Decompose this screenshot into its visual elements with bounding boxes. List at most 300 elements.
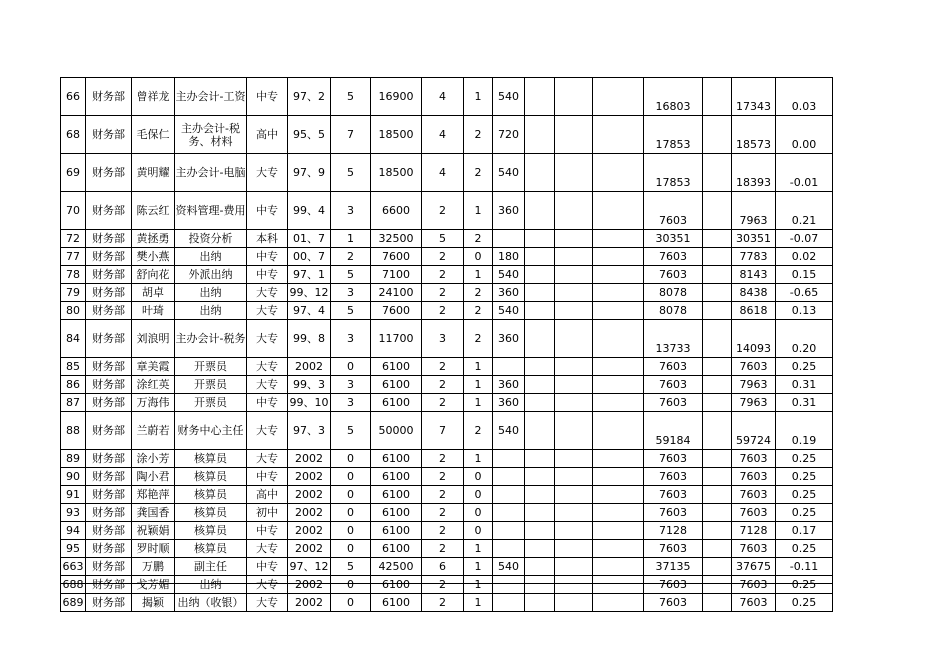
cell-level: 2: [464, 320, 493, 358]
cell-department: 财务部: [86, 230, 132, 248]
cell-blank-2: [555, 394, 593, 412]
cell-department: 财务部: [86, 302, 132, 320]
cell-total-value: 7963: [732, 376, 776, 394]
cell-salary: 7100: [371, 266, 422, 284]
cell-blank-2: [555, 412, 593, 450]
table-row: [61, 376, 833, 394]
table-row: [61, 540, 833, 558]
cell-employee-id: 69: [61, 154, 86, 192]
cell-employee-name: 揭颖: [132, 594, 175, 612]
cell-salary: 24100: [371, 284, 422, 302]
cell-ratio: 0.25: [776, 486, 833, 504]
cell-blank-3: [593, 284, 644, 302]
cell-level: 1: [464, 594, 493, 612]
table-row: [61, 116, 833, 154]
cell-blank-3: [593, 540, 644, 558]
cell-position: 核算员: [175, 504, 247, 522]
cell-blank-1: [525, 394, 555, 412]
cell-blank-3: [593, 394, 644, 412]
cell-grade: 2: [422, 522, 464, 540]
cell-computed-value: 8078: [644, 284, 703, 302]
cell-total-value: 7603: [732, 358, 776, 376]
table-row: [61, 192, 833, 230]
cell-computed-value: 7603: [644, 376, 703, 394]
cell-blank-1: [525, 468, 555, 486]
cell-grade: 2: [422, 358, 464, 376]
cell-position: 出纳: [175, 302, 247, 320]
cell-allowance: 540: [493, 558, 525, 576]
cell-blank-4: [703, 78, 732, 116]
cell-blank-1: [525, 594, 555, 612]
cell-ratio: 0.13: [776, 302, 833, 320]
cell-blank-1: [525, 192, 555, 230]
cell-employee-id: 689: [61, 594, 86, 612]
cell-years: 3: [331, 376, 371, 394]
cell-blank-3: [593, 486, 644, 504]
cell-employee-name: 郑艳萍: [132, 486, 175, 504]
cell-blank-2: [555, 486, 593, 504]
cell-blank-1: [525, 78, 555, 116]
cell-grade: 2: [422, 394, 464, 412]
cell-computed-value: 7603: [644, 450, 703, 468]
cell-allowance: 540: [493, 302, 525, 320]
cell-total-value: 7783: [732, 248, 776, 266]
cell-ratio: 0.25: [776, 576, 833, 594]
cell-salary: 6100: [371, 594, 422, 612]
cell-start-date: 97、4: [288, 302, 331, 320]
cell-blank-3: [593, 376, 644, 394]
cell-computed-value: 7603: [644, 248, 703, 266]
cell-ratio: -0.01: [776, 154, 833, 192]
cell-ratio: -0.65: [776, 284, 833, 302]
cell-blank-2: [555, 230, 593, 248]
cell-computed-value: 7603: [644, 576, 703, 594]
cell-salary: 6600: [371, 192, 422, 230]
cell-salary: 7600: [371, 302, 422, 320]
cell-allowance: 540: [493, 412, 525, 450]
cell-department: 财务部: [86, 358, 132, 376]
cell-blank-3: [593, 522, 644, 540]
table-row: [61, 266, 833, 284]
cell-education: 大专: [247, 302, 288, 320]
cell-position: 主办会计-电脑: [175, 154, 247, 192]
cell-allowance: 360: [493, 394, 525, 412]
cell-employee-name: 曾祥龙: [132, 78, 175, 116]
cell-total-value: 7128: [732, 522, 776, 540]
table-bottom-border: [60, 583, 833, 584]
cell-education: 中专: [247, 248, 288, 266]
cell-employee-id: 663: [61, 558, 86, 576]
cell-level: 0: [464, 504, 493, 522]
cell-department: 财务部: [86, 78, 132, 116]
cell-department: 财务部: [86, 412, 132, 450]
cell-employee-name: 樊小燕: [132, 248, 175, 266]
cell-start-date: 2002: [288, 522, 331, 540]
cell-blank-3: [593, 358, 644, 376]
cell-blank-4: [703, 540, 732, 558]
cell-position: 核算员: [175, 540, 247, 558]
cell-ratio: 0.19: [776, 412, 833, 450]
cell-years: 0: [331, 486, 371, 504]
table-row: [61, 486, 833, 504]
cell-employee-id: 84: [61, 320, 86, 358]
cell-position: 出纳: [175, 576, 247, 594]
cell-total-value: 8143: [732, 266, 776, 284]
cell-employee-name: 黄拯勇: [132, 230, 175, 248]
cell-education: 中专: [247, 266, 288, 284]
cell-salary: 6100: [371, 522, 422, 540]
cell-years: 5: [331, 412, 371, 450]
cell-level: 1: [464, 266, 493, 284]
cell-blank-1: [525, 486, 555, 504]
cell-blank-3: [593, 78, 644, 116]
cell-years: 0: [331, 594, 371, 612]
cell-blank-2: [555, 450, 593, 468]
cell-salary: 6100: [371, 468, 422, 486]
cell-years: 0: [331, 468, 371, 486]
cell-education: 大专: [247, 594, 288, 612]
cell-employee-id: 95: [61, 540, 86, 558]
cell-employee-id: 78: [61, 266, 86, 284]
cell-years: 5: [331, 266, 371, 284]
cell-computed-value: 7603: [644, 540, 703, 558]
cell-total-value: 7603: [732, 486, 776, 504]
cell-total-value: 8438: [732, 284, 776, 302]
table-row: [61, 594, 833, 612]
cell-level: 2: [464, 302, 493, 320]
cell-ratio: 0.25: [776, 504, 833, 522]
cell-department: 财务部: [86, 376, 132, 394]
cell-computed-value: 7603: [644, 358, 703, 376]
cell-total-value: 7603: [732, 576, 776, 594]
cell-education: 大专: [247, 154, 288, 192]
cell-grade: 2: [422, 594, 464, 612]
cell-blank-4: [703, 504, 732, 522]
cell-department: 财务部: [86, 266, 132, 284]
cell-blank-2: [555, 376, 593, 394]
cell-allowance: 540: [493, 154, 525, 192]
cell-grade: 4: [422, 116, 464, 154]
cell-position: 副主任: [175, 558, 247, 576]
cell-blank-4: [703, 154, 732, 192]
table-row: [61, 230, 833, 248]
cell-level: 1: [464, 394, 493, 412]
cell-computed-value: 30351: [644, 230, 703, 248]
cell-position: 主办会计-工资: [175, 78, 247, 116]
cell-employee-id: 72: [61, 230, 86, 248]
cell-position: 出纳: [175, 248, 247, 266]
table-row: [61, 468, 833, 486]
cell-position: 出纳（收银）: [175, 594, 247, 612]
cell-employee-name: 胡卓: [132, 284, 175, 302]
cell-years: 0: [331, 522, 371, 540]
cell-education: 大专: [247, 284, 288, 302]
cell-position: 开票员: [175, 376, 247, 394]
cell-blank-2: [555, 116, 593, 154]
cell-years: 3: [331, 192, 371, 230]
cell-employee-id: 85: [61, 358, 86, 376]
cell-salary: 7600: [371, 248, 422, 266]
cell-employee-name: 毛保仁: [132, 116, 175, 154]
cell-salary: 11700: [371, 320, 422, 358]
cell-blank-1: [525, 154, 555, 192]
table-body: [61, 78, 833, 612]
cell-blank-3: [593, 154, 644, 192]
cell-salary: 6100: [371, 540, 422, 558]
cell-education: 中专: [247, 78, 288, 116]
cell-education: 大专: [247, 376, 288, 394]
cell-employee-name: 罗时顺: [132, 540, 175, 558]
cell-ratio: -0.11: [776, 558, 833, 576]
cell-start-date: 2002: [288, 486, 331, 504]
table-row: [61, 504, 833, 522]
table-row: [61, 558, 833, 576]
cell-blank-4: [703, 594, 732, 612]
cell-start-date: 97、1: [288, 266, 331, 284]
cell-blank-4: [703, 522, 732, 540]
cell-blank-1: [525, 284, 555, 302]
cell-blank-1: [525, 116, 555, 154]
cell-employee-id: 80: [61, 302, 86, 320]
cell-start-date: 2002: [288, 468, 331, 486]
cell-computed-value: 7603: [644, 394, 703, 412]
cell-years: 3: [331, 394, 371, 412]
cell-salary: 6100: [371, 394, 422, 412]
cell-allowance: 180: [493, 248, 525, 266]
cell-start-date: 97、9: [288, 154, 331, 192]
cell-grade: 2: [422, 284, 464, 302]
cell-allowance: [493, 358, 525, 376]
cell-start-date: 99、10: [288, 394, 331, 412]
cell-blank-1: [525, 576, 555, 594]
salary-table-container: [60, 77, 833, 612]
cell-employee-name: 陈云红: [132, 192, 175, 230]
cell-start-date: 2002: [288, 504, 331, 522]
cell-position: 核算员: [175, 450, 247, 468]
table-row: [61, 522, 833, 540]
cell-grade: 2: [422, 192, 464, 230]
cell-salary: 6100: [371, 450, 422, 468]
cell-total-value: 7603: [732, 450, 776, 468]
cell-employee-id: 91: [61, 486, 86, 504]
cell-level: 2: [464, 154, 493, 192]
cell-salary: 6100: [371, 576, 422, 594]
cell-start-date: 99、4: [288, 192, 331, 230]
cell-allowance: [493, 576, 525, 594]
cell-blank-4: [703, 192, 732, 230]
cell-education: 中专: [247, 558, 288, 576]
cell-education: 大专: [247, 540, 288, 558]
cell-blank-1: [525, 450, 555, 468]
cell-total-value: 18573: [732, 116, 776, 154]
cell-grade: 2: [422, 540, 464, 558]
cell-grade: 5: [422, 230, 464, 248]
cell-position: 财务中心主任: [175, 412, 247, 450]
table-row: [61, 154, 833, 192]
cell-position: 出纳: [175, 284, 247, 302]
cell-start-date: 97、12: [288, 558, 331, 576]
cell-blank-2: [555, 468, 593, 486]
cell-employee-name: 陶小君: [132, 468, 175, 486]
cell-employee-id: 66: [61, 78, 86, 116]
cell-allowance: [493, 450, 525, 468]
cell-department: 财务部: [86, 486, 132, 504]
cell-level: 2: [464, 284, 493, 302]
cell-education: 初中: [247, 504, 288, 522]
salary-table: [60, 77, 833, 612]
cell-department: 财务部: [86, 504, 132, 522]
cell-blank-2: [555, 594, 593, 612]
cell-education: 大专: [247, 576, 288, 594]
cell-grade: 2: [422, 302, 464, 320]
cell-blank-1: [525, 358, 555, 376]
cell-total-value: 37675: [732, 558, 776, 576]
cell-position: 主办会计-税务、材料: [175, 116, 247, 154]
cell-blank-4: [703, 412, 732, 450]
cell-computed-value: 37135: [644, 558, 703, 576]
cell-ratio: 0.31: [776, 394, 833, 412]
cell-level: 2: [464, 116, 493, 154]
cell-education: 大专: [247, 412, 288, 450]
cell-total-value: 7603: [732, 468, 776, 486]
cell-blank-4: [703, 230, 732, 248]
cell-start-date: 2002: [288, 450, 331, 468]
cell-salary: 42500: [371, 558, 422, 576]
cell-allowance: [493, 504, 525, 522]
cell-employee-id: 90: [61, 468, 86, 486]
cell-salary: 6100: [371, 358, 422, 376]
cell-blank-4: [703, 450, 732, 468]
cell-grade: 3: [422, 320, 464, 358]
cell-ratio: 0.17: [776, 522, 833, 540]
cell-blank-3: [593, 302, 644, 320]
cell-level: 0: [464, 248, 493, 266]
cell-employee-name: 祝颖娟: [132, 522, 175, 540]
cell-department: 财务部: [86, 468, 132, 486]
cell-allowance: [493, 594, 525, 612]
cell-position: 开票员: [175, 358, 247, 376]
cell-start-date: 99、12: [288, 284, 331, 302]
cell-employee-id: 87: [61, 394, 86, 412]
cell-ratio: 0.21: [776, 192, 833, 230]
cell-blank-4: [703, 248, 732, 266]
cell-grade: 2: [422, 376, 464, 394]
cell-blank-2: [555, 522, 593, 540]
cell-ratio: 0.25: [776, 594, 833, 612]
cell-blank-4: [703, 558, 732, 576]
cell-employee-name: 龚国香: [132, 504, 175, 522]
cell-start-date: 01、7: [288, 230, 331, 248]
cell-blank-3: [593, 192, 644, 230]
cell-start-date: 97、3: [288, 412, 331, 450]
cell-salary: 18500: [371, 116, 422, 154]
cell-department: 财务部: [86, 450, 132, 468]
cell-total-value: 7603: [732, 504, 776, 522]
cell-blank-2: [555, 78, 593, 116]
cell-total-value: 7963: [732, 192, 776, 230]
cell-salary: 50000: [371, 412, 422, 450]
cell-education: 大专: [247, 358, 288, 376]
cell-blank-1: [525, 504, 555, 522]
cell-department: 财务部: [86, 594, 132, 612]
cell-total-value: 18393: [732, 154, 776, 192]
cell-blank-2: [555, 558, 593, 576]
cell-ratio: 0.25: [776, 468, 833, 486]
cell-education: 大专: [247, 450, 288, 468]
cell-years: 5: [331, 78, 371, 116]
cell-education: 高中: [247, 116, 288, 154]
cell-blank-1: [525, 558, 555, 576]
cell-level: 1: [464, 540, 493, 558]
cell-start-date: 2002: [288, 594, 331, 612]
cell-blank-3: [593, 450, 644, 468]
cell-ratio: 0.25: [776, 540, 833, 558]
cell-blank-4: [703, 486, 732, 504]
cell-department: 财务部: [86, 576, 132, 594]
cell-blank-2: [555, 248, 593, 266]
cell-ratio: 0.25: [776, 358, 833, 376]
cell-blank-4: [703, 468, 732, 486]
cell-years: 0: [331, 450, 371, 468]
cell-blank-2: [555, 320, 593, 358]
cell-grade: 2: [422, 576, 464, 594]
cell-start-date: 2002: [288, 576, 331, 594]
cell-department: 财务部: [86, 284, 132, 302]
cell-ratio: 0.25: [776, 450, 833, 468]
cell-employee-name: 舒向花: [132, 266, 175, 284]
cell-blank-3: [593, 558, 644, 576]
cell-computed-value: 7603: [644, 594, 703, 612]
cell-blank-4: [703, 376, 732, 394]
cell-employee-id: 88: [61, 412, 86, 450]
cell-grade: 2: [422, 486, 464, 504]
cell-blank-2: [555, 266, 593, 284]
cell-salary: 6100: [371, 376, 422, 394]
cell-start-date: 2002: [288, 358, 331, 376]
cell-level: 1: [464, 192, 493, 230]
cell-total-value: 17343: [732, 78, 776, 116]
cell-computed-value: 17853: [644, 116, 703, 154]
cell-blank-1: [525, 376, 555, 394]
cell-years: 5: [331, 154, 371, 192]
cell-blank-2: [555, 540, 593, 558]
cell-blank-4: [703, 116, 732, 154]
cell-blank-4: [703, 302, 732, 320]
cell-blank-1: [525, 230, 555, 248]
cell-blank-3: [593, 116, 644, 154]
cell-allowance: 360: [493, 320, 525, 358]
cell-employee-name: 黄明耀: [132, 154, 175, 192]
cell-start-date: 2002: [288, 540, 331, 558]
cell-grade: 2: [422, 468, 464, 486]
cell-blank-2: [555, 284, 593, 302]
cell-position: 主办会计-税务: [175, 320, 247, 358]
cell-employee-name: 涂小芳: [132, 450, 175, 468]
cell-position: 核算员: [175, 486, 247, 504]
cell-blank-4: [703, 284, 732, 302]
cell-total-value: 59724: [732, 412, 776, 450]
cell-education: 中专: [247, 192, 288, 230]
cell-blank-3: [593, 468, 644, 486]
cell-employee-name: 戈芳媚: [132, 576, 175, 594]
cell-start-date: 00、7: [288, 248, 331, 266]
cell-blank-3: [593, 412, 644, 450]
cell-allowance: [493, 468, 525, 486]
cell-ratio: 0.20: [776, 320, 833, 358]
table-row: [61, 302, 833, 320]
cell-blank-2: [555, 154, 593, 192]
cell-employee-name: 万鹏: [132, 558, 175, 576]
